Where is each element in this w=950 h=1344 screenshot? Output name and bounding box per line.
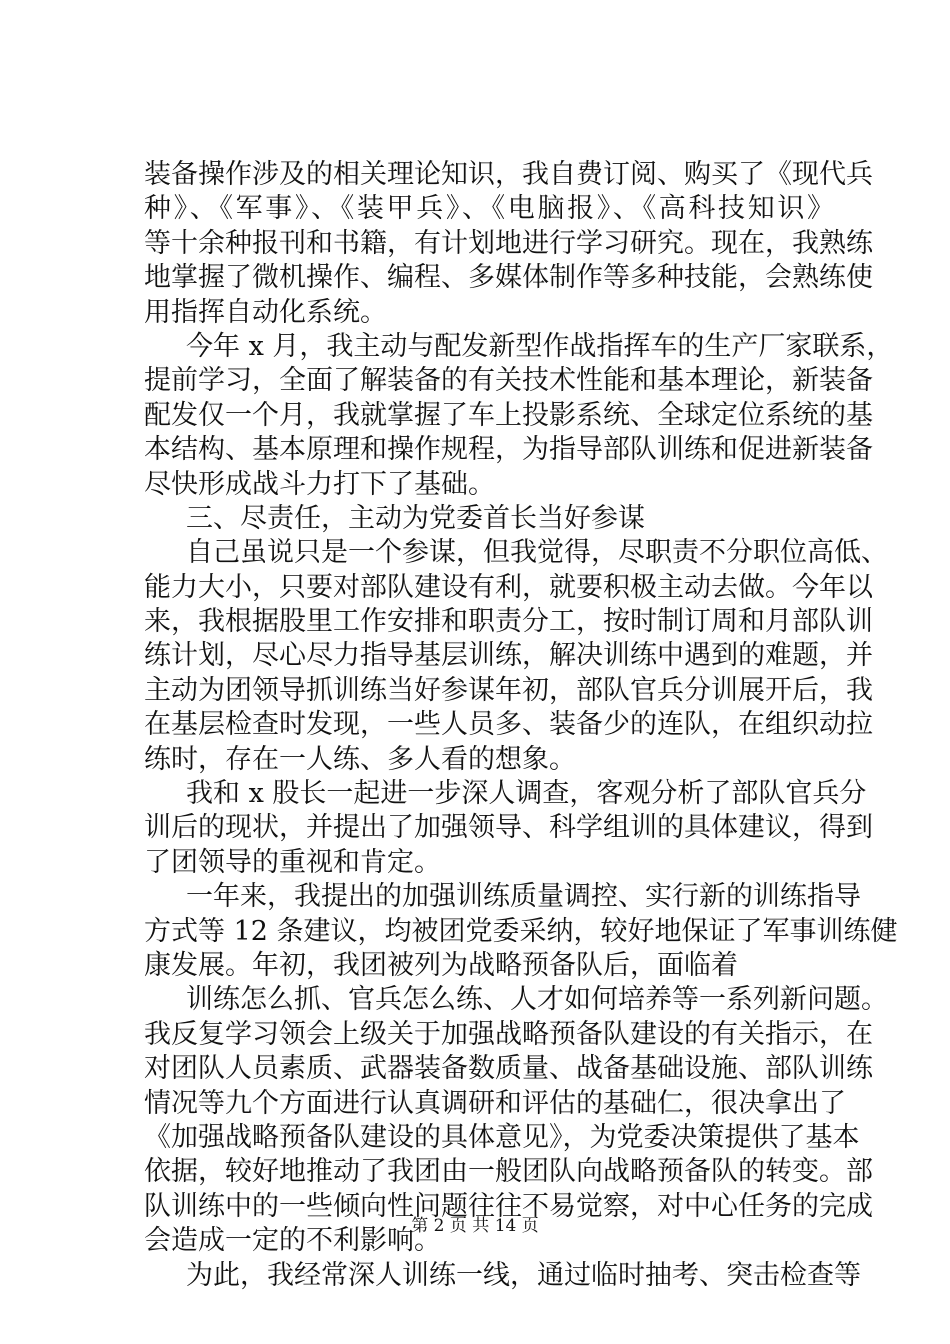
text-line: 我反复学习领会上级关于加强战略预备队建设的有关指示，在 (144, 1018, 873, 1050)
text-line: 康发展。年初，我团被列为战略预备队后，面临着 (144, 949, 738, 981)
text-line: 配发仅一个月，我就掌握了车上投影系统、全球定位系统的基 (144, 399, 873, 431)
text-line: 用指挥自动化系统。 (144, 296, 387, 328)
text-line: 等十余种报刊和书籍，有计划地进行学习研究。现在，我熟练 (144, 227, 873, 259)
text-line: 来，我根据股里工作安排和职责分工，按时制订周和月部队训 (144, 606, 873, 638)
text-line: 地掌握了微机操作、编程、多媒体制作等多种技能，会熟练使 (144, 262, 873, 294)
text-line: 提前学习，全面了解装备的有关技术性能和基本理论，新装备 (144, 365, 873, 397)
section-heading: 三、尽责任，主动为党委首长当好参谋 (186, 502, 645, 534)
text-line: 自己虽说只是一个参谋，但我觉得，尽职责不分职位高低、 (186, 537, 888, 569)
text-line: 练计划，尽心尽力指导基层训练，解决训练中遇到的难题，并 (144, 640, 873, 672)
text-line: 对团队人员素质、武器装备数质量、战备基础设施、部队训练 (144, 1053, 873, 1085)
text-line: 《加强战略预备队建设的具体意见》，为党委决策提供了基本 (144, 1121, 860, 1153)
text-line: 了团领导的重视和肯定。 (144, 846, 441, 878)
text-line: 练时，存在一人练、多人看的想象。 (144, 743, 576, 775)
document-body (144, 158, 898, 1293)
text-line: 本结构、基本原理和操作规程，为指导部队训练和促进新装备 (144, 434, 873, 466)
text-line: 今年 x 月，我主动与配发新型作战指挥车的生产厂家联系， (186, 330, 894, 362)
text-line: 种》、《军事》、《装甲兵》、《电脑报》、《高科技知识》 (144, 193, 834, 225)
text-line: 装备操作涉及的相关理论知识，我自费订阅、购买了《现代兵 (144, 159, 873, 190)
page-footer: 第 2 页 共 14 页 (411, 1216, 539, 1236)
text-line: 队训练中的一些倾向性问题往往不易觉察，对中心任务的完成 (144, 1190, 873, 1222)
text-line: 能力大小，只要对部队建设有利，就要积极主动去做。今年以 (144, 571, 873, 603)
text-line: 尽快形成战斗力打下了基础。 (144, 468, 495, 500)
text-line: 情况等九个方面进行认真调研和评估的基础仁，很决拿出了 (144, 1087, 846, 1119)
text-line: 方式等 12 条建议，均被团党委采纳，较好地保证了军事训练健 (144, 915, 898, 947)
text-line: 依据，较好地推动了我团由一般团队向战略预备队的转变。部 (144, 1156, 873, 1188)
text-line: 在基层检查时发现，一些人员多、装备少的连队，在组织动拉 (144, 709, 873, 741)
text-line: 训后的现状，并提出了加强领导、科学组训的具体建议，得到 (144, 812, 873, 844)
text-line: 训练怎么抓、官兵怎么练、人才如何培养等一系列新问题。 (186, 984, 888, 1016)
text-line: 一年来，我提出的加强训练质量调控、实行新的训练指导 (186, 881, 861, 913)
text-line: 主动为团领导抓训练当好参谋年初，部队官兵分训展开后，我 (144, 674, 873, 706)
text-line: 我和 x 股长一起进一步深人调查，客观分析了部队官兵分 (186, 778, 867, 810)
text-line: 会造成一定的不利影响。 (144, 1225, 441, 1257)
text-line: 为此，我经常深人训练一线，通过临时抽考、突击检查等 (186, 1259, 861, 1291)
